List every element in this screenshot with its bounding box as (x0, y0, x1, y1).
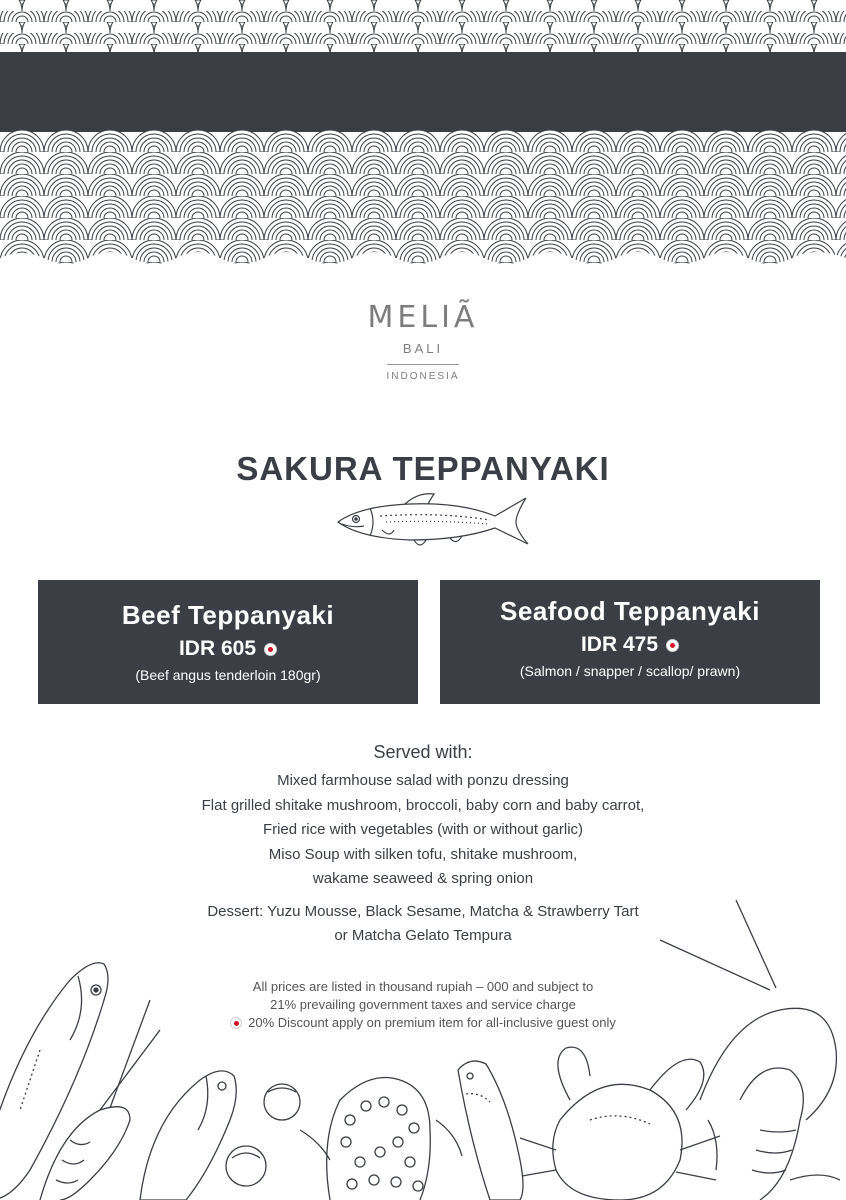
note-text: All prices are listed in thousand rupiah – 000 and subject to (252, 979, 594, 994)
served-item: Miso Soup with silken tofu, shitake mushroom, (268, 845, 578, 863)
note-text: 21% prevailing government taxes and service charge (270, 997, 576, 1012)
beef-teppanyaki-price-row (38, 637, 418, 661)
red-dot-icon (666, 639, 679, 652)
octopus-icon (300, 1078, 462, 1200)
logo-city: BALI (402, 341, 444, 356)
sardine-icon (458, 1061, 523, 1200)
note-line-discount (0, 1014, 846, 1032)
beef-teppanyaki-price: IDR 605 (178, 637, 257, 660)
seafood-teppanyaki-price: IDR 475 (580, 633, 659, 656)
logo-brand-name: MELIÃ (367, 300, 479, 335)
dessert-line: Dessert: Yuzu Mousse, Black Sesame, Matcha & Strawberry Tart (207, 902, 639, 920)
seafood-teppanyaki-price-row (440, 633, 820, 657)
served-item: Fried rice with vegetables (with or without garlic) (262, 821, 584, 838)
note-line (0, 996, 846, 1014)
served-item: wakame seaweed & spring onion (312, 870, 534, 887)
fish-middle-icon (140, 1071, 236, 1200)
note-text: 20% Discount apply on premium item for all-inclusive guest only (248, 1015, 616, 1030)
price-notes (0, 978, 846, 1032)
red-dot-icon (230, 1017, 242, 1029)
seafood-teppanyaki-desc: (Salmon / snapper / scallop/ prawn) (519, 663, 741, 679)
crab-icon (520, 1047, 720, 1200)
note-line (0, 978, 846, 996)
header-dark-band (0, 52, 846, 132)
served-with-heading: Served with: (373, 742, 473, 762)
wave-pattern-bottom (0, 130, 846, 280)
seafood-teppanyaki-card (440, 580, 820, 704)
beef-teppanyaki-desc: (Beef angus tenderloin 180gr) (135, 667, 321, 683)
served-with-section (0, 742, 846, 949)
logo-divider (387, 364, 459, 365)
menu-title: SAKURA TEPPANYAKI (236, 450, 610, 487)
dessert-line: or Matcha Gelato Tempura (334, 927, 512, 944)
scallop-icon (264, 1084, 300, 1120)
logo-country: INDONESIA (386, 371, 460, 382)
red-dot-icon (264, 643, 277, 656)
fish-illustration (330, 490, 535, 555)
served-item: Mixed farmhouse salad with ponzu dressing (277, 772, 569, 789)
served-item: Flat grilled shitake mushroom, broccoli, baby corn and baby carrot, (201, 796, 645, 814)
melia-logo (0, 300, 846, 382)
beef-teppanyaki-name: Beef Teppanyaki (121, 600, 335, 630)
dessert-section (0, 900, 846, 949)
wave-pattern-top (0, 0, 846, 56)
seafood-teppanyaki-name: Seafood Teppanyaki (500, 596, 760, 626)
beef-teppanyaki-card (38, 580, 418, 704)
shrimp-icon (40, 1107, 130, 1200)
scallop-icon-2 (226, 1146, 266, 1186)
